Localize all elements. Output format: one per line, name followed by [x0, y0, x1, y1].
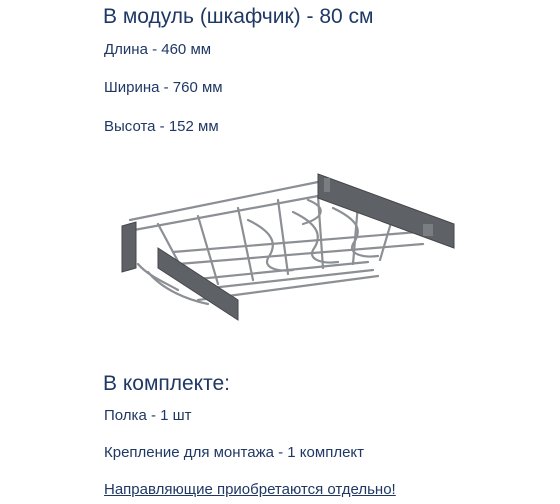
- separate-purchase-note: Направляющие приобретаются отдельно!: [104, 481, 396, 498]
- kit-item-shelf: Полка - 1 шт: [104, 407, 192, 424]
- spec-height: Высота - 152 мм: [104, 118, 219, 135]
- wire-shelf-image: [118, 172, 468, 324]
- kit-title: В комплекте:: [103, 372, 231, 395]
- spec-width: Ширина - 760 мм: [104, 79, 223, 96]
- module-title: В модуль (шкафчик) - 80 см: [103, 5, 374, 28]
- kit-item-mounting: Крепление для монтажа - 1 комплект: [104, 444, 365, 461]
- spec-length: Длина - 460 мм: [104, 41, 212, 58]
